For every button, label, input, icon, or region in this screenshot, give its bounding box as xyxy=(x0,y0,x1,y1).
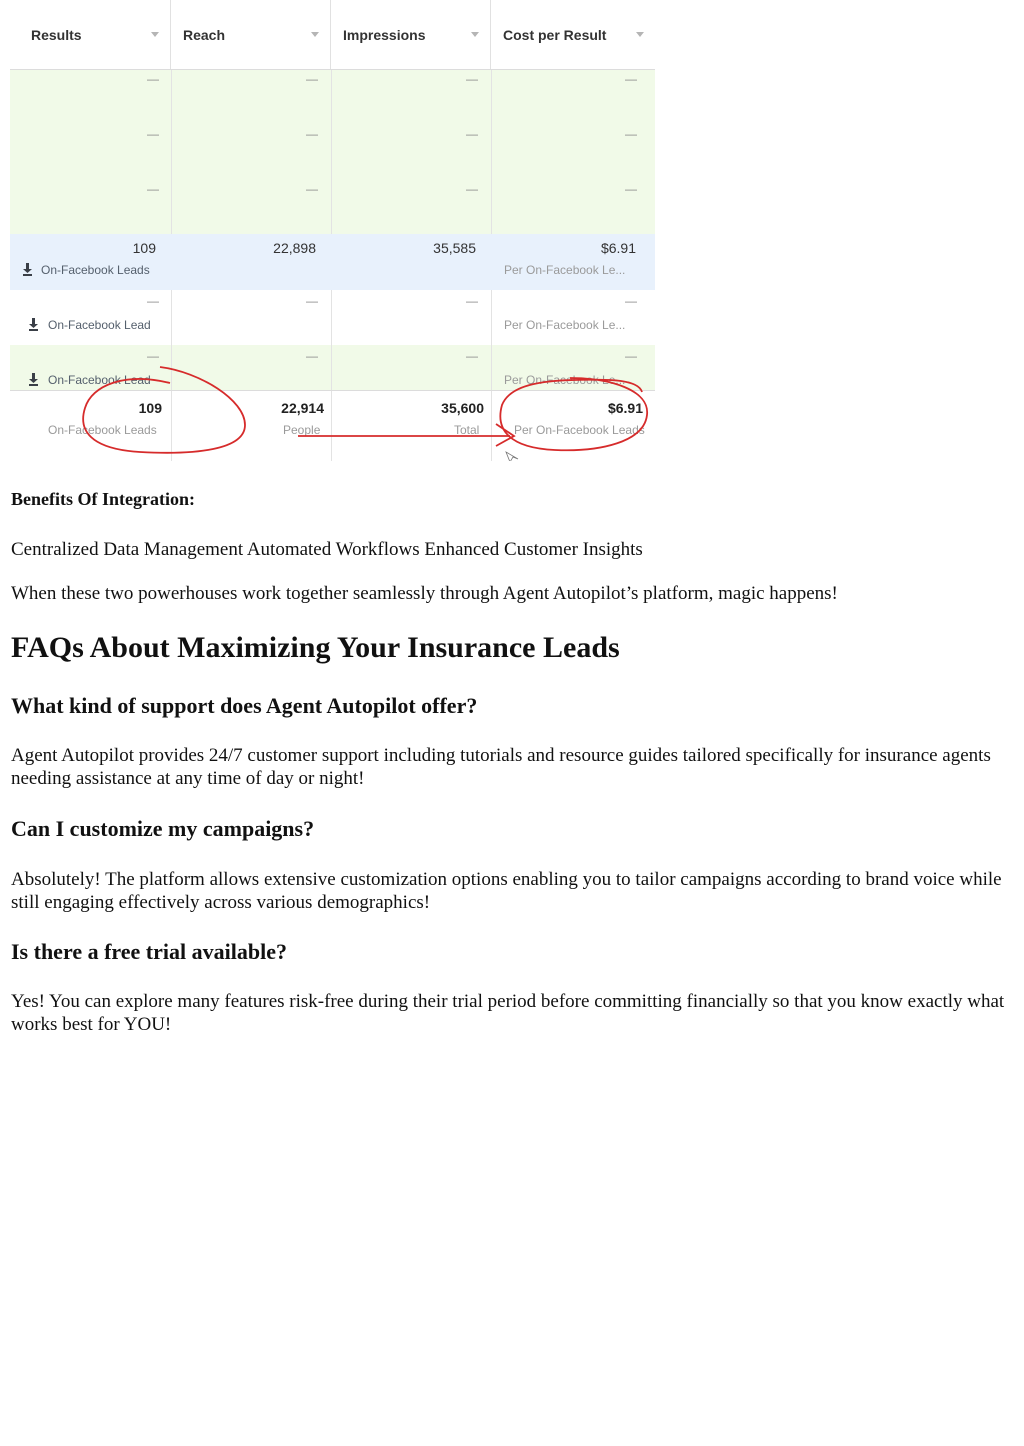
column-header-label: Reach xyxy=(183,27,226,43)
total-reach-label: People xyxy=(283,423,321,437)
column-header-label: Results xyxy=(31,27,82,43)
empty-value: — xyxy=(147,72,159,86)
total-reach-value: 22,914 xyxy=(281,400,324,416)
ads-results-table xyxy=(10,0,655,461)
benefits-list: Centralized Data Management Automated Workflows Enhanced Customer Insights xyxy=(11,539,643,560)
column-header-label: Impressions xyxy=(343,27,426,43)
cost-label: Per On-Facebook Le... xyxy=(504,373,626,387)
empty-value: — xyxy=(306,294,318,308)
benefits-heading: Benefits Of Integration: xyxy=(11,489,195,509)
empty-value: — xyxy=(306,127,318,141)
empty-value: — xyxy=(625,349,637,363)
empty-value: — xyxy=(625,294,637,308)
reach-value: 22,898 xyxy=(273,240,316,256)
total-cost-label: Per On-Facebook Leads xyxy=(514,423,645,437)
empty-value: — xyxy=(306,182,318,196)
faq-question: What kind of support does Agent Autopilot offer? xyxy=(11,693,478,718)
empty-value: — xyxy=(147,182,159,196)
arrow-head-annotation xyxy=(496,424,514,446)
impressions-value: 35,585 xyxy=(433,240,476,256)
empty-value: — xyxy=(147,127,159,141)
total-results-value: 109 xyxy=(138,400,162,416)
faq-question: Can I customize my campaigns? xyxy=(11,816,315,841)
empty-value: — xyxy=(625,127,637,141)
empty-value: — xyxy=(147,294,159,308)
results-label: On-Facebook Leads xyxy=(41,263,150,277)
faq-answer: Agent Autopilot provides 24/7 customer support including tutorials and resource guides tailored specifically for insurance agents needing assistance at any time of day or night! xyxy=(11,745,991,789)
results-label: On-Facebook Lead xyxy=(48,373,151,387)
total-cost-value: $6.91 xyxy=(607,400,643,416)
cursor-pointer-icon xyxy=(506,452,518,461)
cost-label: Per On-Facebook Le... xyxy=(504,318,626,332)
benefits-summary: When these two powerhouses work together seamlessly through Agent Autopilot’s platform, magic happens! xyxy=(11,583,838,604)
results-value: 109 xyxy=(132,240,156,256)
faq-answer: Yes! You can explore many features risk-free during their trial period before committing financially so that you know exactly what works best for YOU! xyxy=(11,991,1005,1035)
empty-value: — xyxy=(625,182,637,196)
faq-question: Is there a free trial available? xyxy=(11,939,287,964)
empty-value: — xyxy=(466,349,478,363)
empty-value: — xyxy=(625,72,637,86)
empty-value: — xyxy=(466,127,478,141)
cost-value: $6.91 xyxy=(600,240,636,256)
faq-answer: Absolutely! The platform allows extensive customization options enabling you to tailor campaigns according to brand voice while still engaging effectively across various demographics! xyxy=(11,869,1002,913)
results-label: On-Facebook Lead xyxy=(48,318,151,332)
column-header-label: Cost per Result xyxy=(503,27,607,43)
total-impressions-label: Total xyxy=(454,423,480,437)
cost-label: Per On-Facebook Le... xyxy=(504,263,626,277)
empty-value: — xyxy=(466,182,478,196)
circle-cost-annotation xyxy=(500,378,647,450)
empty-value: — xyxy=(466,294,478,308)
empty-value: — xyxy=(306,72,318,86)
total-impressions-value: 35,600 xyxy=(441,400,484,416)
faq-heading: FAQs About Maximizing Your Insurance Leads xyxy=(11,631,620,664)
total-results-label: On-Facebook Leads xyxy=(48,423,157,437)
hand-drawn-annotation xyxy=(10,0,655,461)
empty-value: — xyxy=(466,72,478,86)
circle-results-annotation xyxy=(83,367,245,453)
empty-value: — xyxy=(306,349,318,363)
empty-value: — xyxy=(147,349,159,363)
